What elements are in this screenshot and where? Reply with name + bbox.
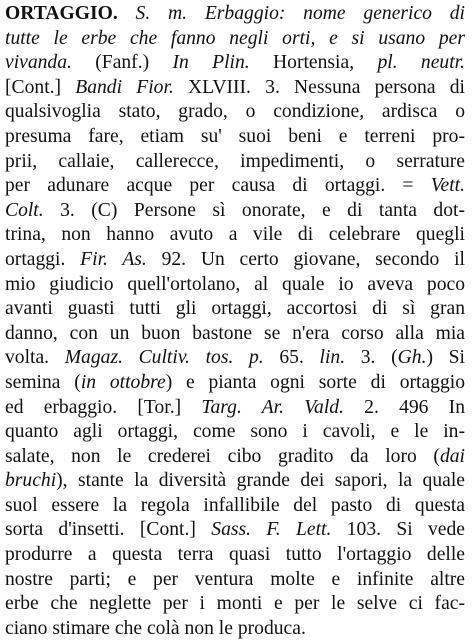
text-line	[5, 76, 465, 101]
text-segment: 92. Un certo giovane, secondo il	[146, 248, 465, 270]
text-segment: 3. (C) Persone sì onorate, e di tanta dot-	[43, 199, 465, 221]
italic-text: Colt.	[5, 199, 44, 221]
text-segment: XLVIII. 3. Nessuna persona di	[173, 76, 465, 98]
text-segment: ) e pianta ogni sorte di ortaggio	[165, 371, 465, 393]
text-line	[5, 248, 465, 273]
italic-text: Magaz. Cultiv. tos. p.	[64, 347, 264, 369]
italic-text: tutte le erbe che fanno negli orti, e si usano per	[5, 27, 465, 49]
italic-text: bruchi	[5, 470, 57, 492]
text-segment: prii, callaie, callerecce, impedimenti, o serrature	[5, 150, 465, 172]
text-line	[5, 494, 465, 519]
text-segment: ed erbaggio. [Tor.]	[5, 396, 202, 418]
text-segment: (Fanf.)	[71, 52, 173, 74]
text-segment: 103. Si vede	[331, 519, 465, 541]
text-segment: danno, con un buon bastone se n'era corso alla mia	[5, 322, 465, 344]
text-segment: ciano stimare che colà non le produca.	[5, 617, 306, 639]
text-segment	[118, 3, 136, 24]
text-segment: Hortensia,	[249, 52, 378, 74]
text-line	[5, 100, 465, 125]
italic-text: pl. neutr.	[377, 52, 465, 74]
text-line	[5, 51, 465, 76]
text-segment: ortaggi.	[5, 248, 81, 270]
text-line	[5, 150, 465, 175]
italic-text: vivanda.	[5, 52, 72, 74]
italic-text: Vett.	[430, 175, 465, 197]
text-segment: per adunare acque per causa di ortaggi. =	[5, 175, 431, 197]
text-segment: 3. (	[345, 347, 398, 369]
italic-text: Targ. Ar. Vald.	[201, 396, 344, 418]
text-line	[5, 125, 465, 150]
text-line	[5, 469, 465, 494]
text-segment: erbe che neglette per i monti e per le selve ci fac-	[5, 593, 465, 615]
text-segment: presuma fare, etiam su' suoi beni e terreni pro-	[5, 125, 465, 147]
italic-text: Gh.	[397, 347, 427, 369]
text-line	[5, 199, 465, 224]
text-segment: avanti guasti tutti gli ortaggi, accortosi di sì gran	[5, 298, 465, 320]
text-line	[5, 592, 465, 617]
text-line	[5, 297, 465, 322]
text-line	[5, 396, 465, 421]
italic-text: Sass. F. Lett.	[211, 519, 332, 541]
text-segment: semina (	[5, 371, 81, 393]
text-line	[5, 543, 465, 568]
italic-text: dai	[439, 445, 465, 467]
text-segment: 65.	[263, 347, 320, 369]
text-segment: volta.	[5, 347, 65, 369]
text-segment: quanto agli ortaggi, come sono i cavoli, e le in-	[5, 421, 465, 443]
text-line	[5, 223, 465, 248]
text-segment: produrre a questa terra quasi tutto l'ortaggio delle	[5, 544, 465, 566]
text-line	[5, 322, 465, 347]
text-segment: ), stante la diversità grande dei sapori, la quale	[56, 470, 465, 492]
text-segment: salate, non le crederei cibo gradito da loro (	[5, 445, 440, 467]
italic-text: in ottobre	[80, 371, 166, 393]
italic-text: S. m. Erbaggio: nome generico di	[135, 3, 465, 24]
italic-text: In Plin.	[172, 52, 250, 74]
italic-text: lin.	[319, 347, 346, 369]
text-line	[5, 27, 465, 52]
italic-text: Fir. As.	[80, 248, 147, 270]
text-line	[5, 568, 465, 593]
text-segment: trina, non hanno avuto a vile di celebrare quegli	[5, 224, 465, 246]
text-line	[5, 445, 465, 470]
text-line	[5, 2, 465, 27]
text-segment: nostre parti; e per ventura molte e infinite altre	[5, 568, 465, 590]
headword: ORTAGGIO.	[5, 3, 118, 24]
text-line	[5, 420, 465, 445]
text-line	[5, 346, 465, 371]
text-segment: suol essere la regola infallibile del pasto di questa	[5, 494, 465, 516]
text-segment: ) Si	[426, 347, 465, 369]
text-line	[5, 617, 465, 641]
text-segment: [Cont.]	[5, 76, 76, 98]
text-segment: mio giudicio quell'ortolano, al quale io aveva poco	[5, 273, 465, 295]
text-line	[5, 518, 465, 543]
italic-text: Bandi Fior.	[75, 76, 174, 98]
text-line	[5, 174, 465, 199]
text-segment: qualsivoglia stato, grado, o condizione, ardisca o	[5, 101, 465, 123]
text-segment: 2. 496 In	[343, 396, 465, 418]
text-line	[5, 371, 465, 396]
text-line	[5, 273, 465, 298]
text-segment: sorta d'insetti. [Cont.]	[5, 519, 212, 541]
